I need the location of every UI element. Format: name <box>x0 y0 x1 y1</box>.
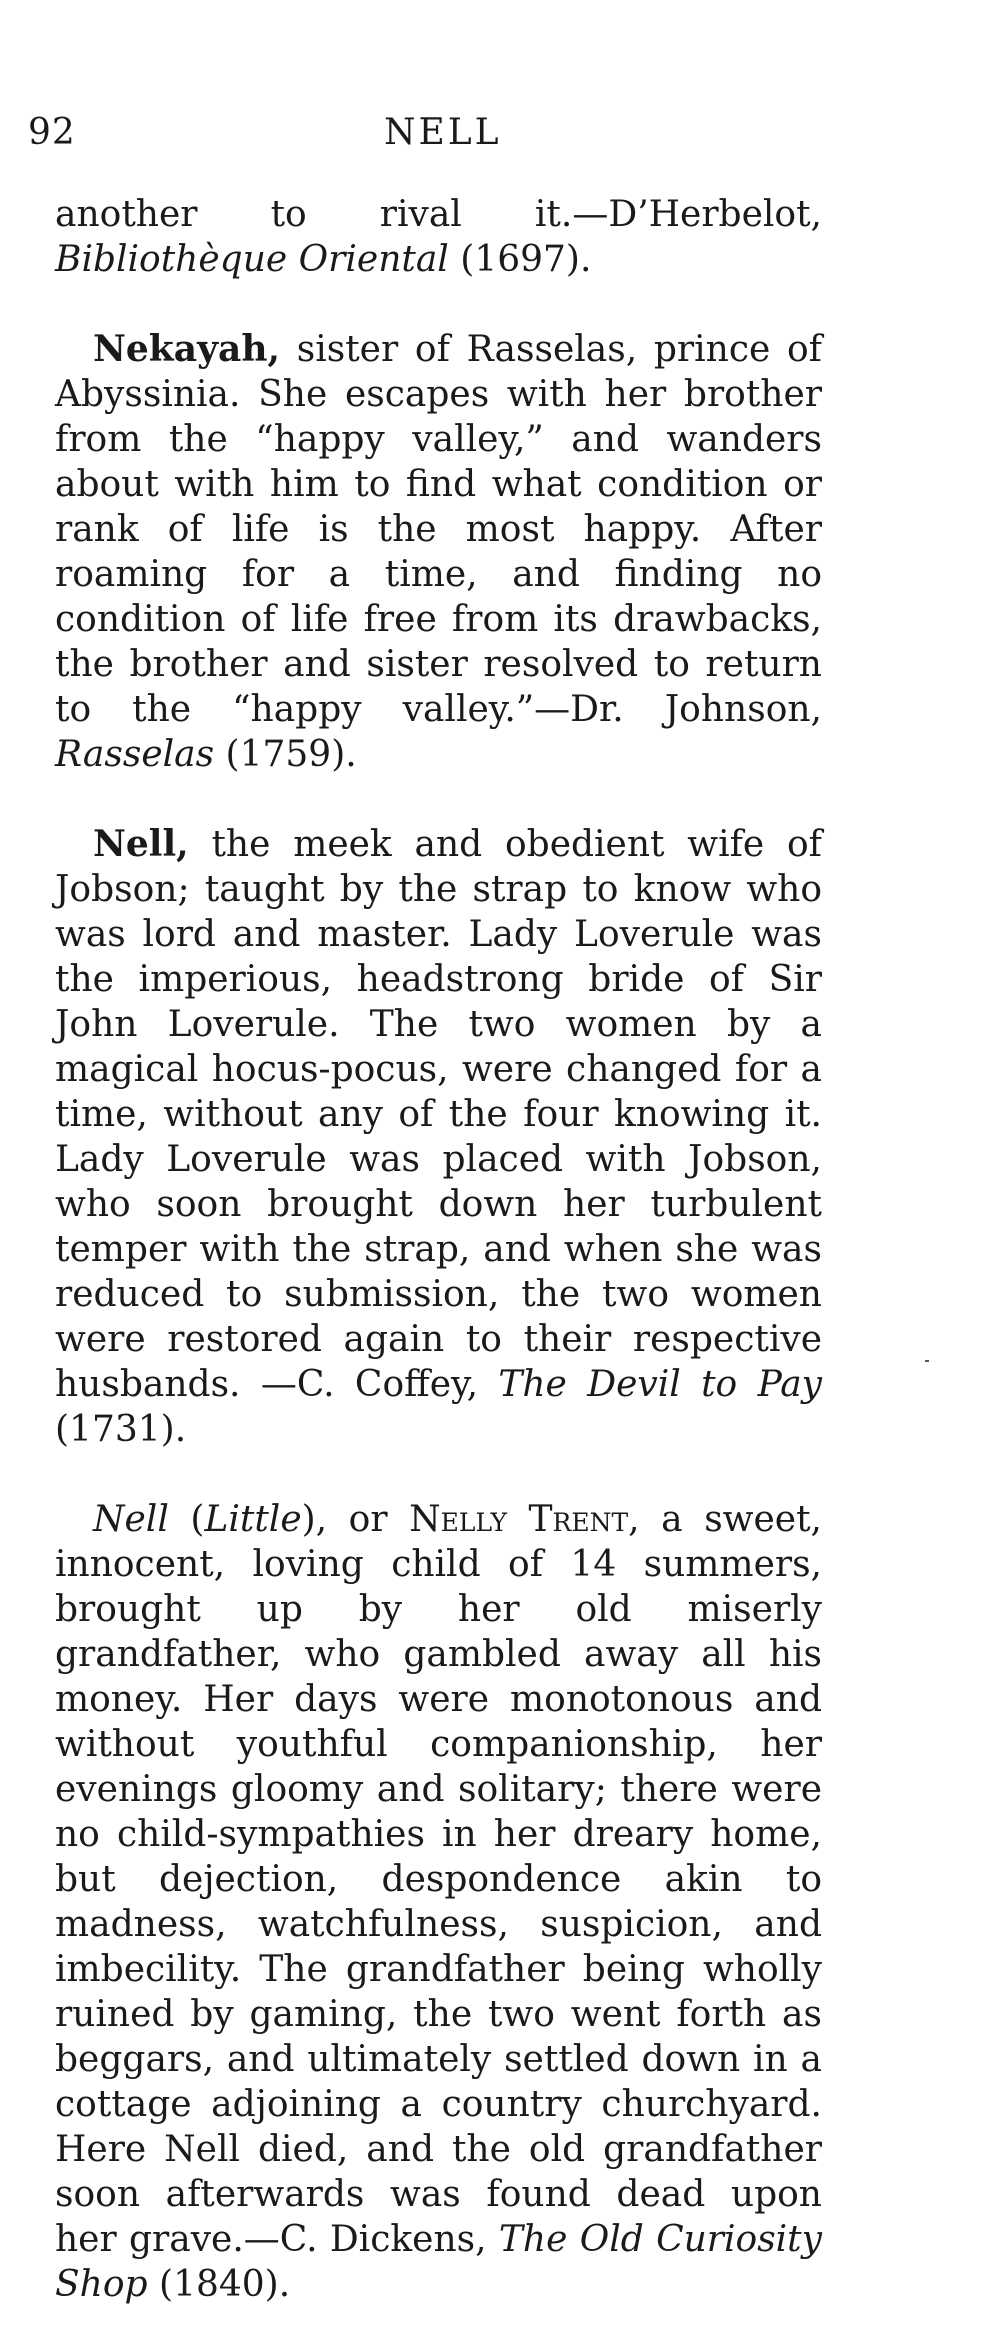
running-head <box>28 112 988 172</box>
entry-text: another to rival it.—D’Herbelot, <box>55 194 822 235</box>
body-text <box>55 192 822 2352</box>
running-title: NELL <box>384 112 502 153</box>
source-date: (1697). <box>448 239 592 280</box>
entry-headword: Nekayah, <box>93 328 281 370</box>
entry-text: the meek and obedient wife of Jobson; taught by the strap to know who was lord and master. Lady Loverule was the imperious, headstrong bride of Sir John Loverule. The two women by a magical hocus-pocus, were changed for a time, without any of the four knowing it. Lady Loverule was placed with Jobson, who soon brought down her turbulent temper with the strap, and when she was reduced to submission, the two women were restored again to their respective husbands. —C. Coffey, <box>55 824 822 1405</box>
page-number: 92 <box>28 112 76 153</box>
entry-continuation <box>55 192 822 282</box>
entry-headword: Nell <box>93 1499 169 1540</box>
entry-headword: Nell, <box>93 823 189 865</box>
source-date: (1840). <box>147 2264 291 2305</box>
entry-text: sister of Rasselas, prince of Abyssinia. She escapes with her brother from the “happy valley,” and wanders about with him to find what condition or rank of life is the most happy. After roaming for a time, and finding no condition of life free from its drawbacks, the brother and sister resolved to return to the “happy valley.”—Dr. Johnson, <box>55 329 822 730</box>
source-title: The Old Curiosity Shop <box>55 2219 822 2305</box>
entry-text: , a sweet, innocent, loving child of 14 summers, brought up by her old miserly grandfather, who gambled away all his money. Her days were monotonous and without youthful companionship, her evenings gloomy and solitary; there were no child-sympathies in her dreary home, but dejection, despondence akin to madness, watchfulness, suspicion, and imbecility. The grandfather being wholly ruined by gaming, the two went forth as beggars, and ultimately settled down in a cottage adjoining a country churchyard. Here Nell died, and the old grandfather soon afterwards was found dead upon her grave.—C. Dickens, <box>55 1499 822 2260</box>
entry-nell <box>55 822 822 1452</box>
entry-nekayah <box>55 327 822 777</box>
source-date: (1759). <box>214 734 357 775</box>
source-title: Rasselas <box>55 734 215 775</box>
entry-little-nell: Nell (Little), or Nelly Trent, a sweet, innocent, loving child of 14 summers, brought up by her old miserly grandfather, who gambled away all his money. Her days were monotonous and without youthful companionship, her evenings gloomy and solitary; there were no child-sympathies in her dreary home, but dejection, despondence akin to madness, watchfulness, suspicion, and imbecility. The grandfather being wholly ruined by gaming, the two went forth as beggars, and ultimately settled down in a cottage adjoining a country churchyard. Here Nell died, and the old grandfather soon afterwards was found dead upon her grave.—C. Dickens, The Old Curiosity Shop (1840). <box>55 1499 822 2305</box>
source-date: (1731). <box>55 1409 187 1450</box>
alt-name: Nelly Trent <box>409 1499 629 1540</box>
stray-ink-mark <box>925 1360 929 1362</box>
alt-name-prefix: , or <box>315 1499 410 1540</box>
source-title: Bibliothèque Oriental <box>55 239 449 280</box>
entry-headword-qualifier: Little <box>204 1499 302 1540</box>
source-title: The Devil to Pay <box>498 1364 822 1405</box>
